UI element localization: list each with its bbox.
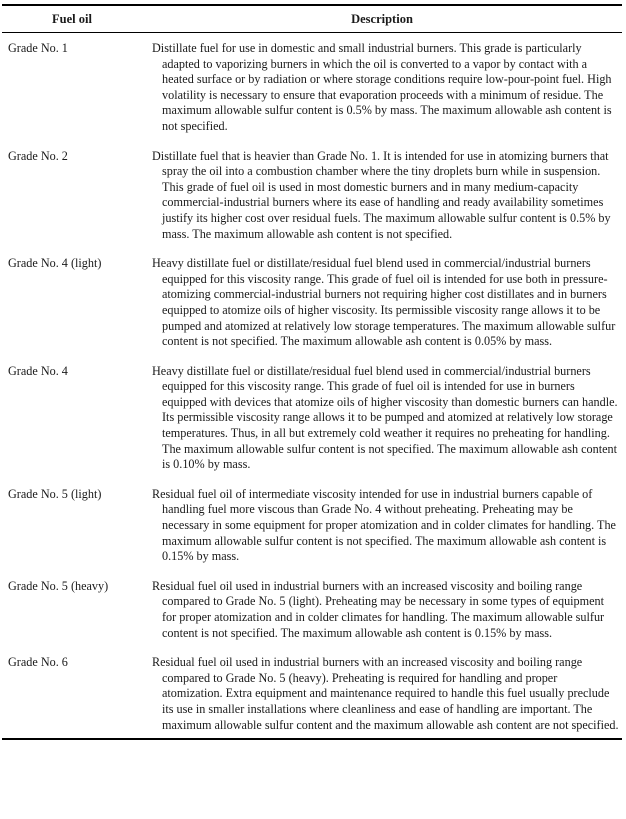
fuel-description: Residual fuel oil of intermediate viscosity intended for use in industrial burners capable of handling fuel more viscous than Grade No. 4 without preheating. Preheating may be necessary in some equipment for proper atomization and in colder climates for handling. The maximum allowable sulfur content is not specified. The maximum allowable ash content is 0.15% by mass. <box>152 486 616 564</box>
fuel-description: Distillate fuel that is heavier than Grade No. 1. It is intended for use in atomizing burners that spray the oil into a combustion chamber where the tiny droplets burn while in suspension. This grade of fuel oil is used in most domestic burners and in many medium-capacity commercial-industrial burners where its ease of handling and ready availability sometimes justify its higher cost over residual fuels. The maximum allowable sulfur content is 0.5% by mass. The maximum allowable ash content is not specified. <box>152 148 611 241</box>
fuel-oil-table <box>2 4 622 740</box>
table-row <box>2 149 622 243</box>
fuel-grade: Grade No. 6 <box>8 655 68 670</box>
fuel-description: Distillate fuel for use in domestic and small industrial burners. This grade is particularly adapted to vaporizing burners in which the oil is converted to a vapor by contact with a heated surface or by radiation or where storage conditions require low-pour-point fuel. High volatility is necessary to ensure that evaporation proceeds with a minimum of residue. The maximum allowable sulfur content is 0.5% by mass. The maximum allowable ash content is not specified. <box>152 41 612 133</box>
table-row <box>2 579 622 641</box>
fuel-grade: Grade No. 5 (light) <box>8 486 102 501</box>
fuel-grade: Grade No. 2 <box>8 148 68 163</box>
table-header <box>2 6 622 33</box>
fuel-description: Heavy distillate fuel or distillate/residual fuel blend used in commercial/industrial burners equipped for this viscosity range. This grade of fuel oil is intended for use both in pressure-atomizing commercial-industrial burners not requiring higher cost distillates and in burners equipped to atomize oils of higher viscosity. Its permissible viscosity range allows it to be pumped and atomized at relatively low storage temperatures. The maximum allowable sulfur content is not specified. The maximum allowable ash content is 0.05% by mass. <box>152 256 616 349</box>
fuel-grade: Grade No. 4 <box>8 363 68 378</box>
header-fuel-oil: Fuel oil <box>52 11 92 26</box>
header-description: Description <box>351 11 413 26</box>
fuel-grade: Grade No. 1 <box>8 41 68 55</box>
table-row <box>2 41 622 135</box>
table-row <box>2 487 622 565</box>
table-row <box>2 256 622 350</box>
fuel-description: Residual fuel oil used in industrial burners with an increased viscosity and boiling range compared to Grade No. 5 (light). Preheating may be necessary in some types of equipment for proper atomization and in colder climates for handling. The maximum allowable sulfur content is not specified. The maximum allowable ash content is 0.15% by mass. <box>152 578 605 640</box>
bottom-rule <box>2 738 622 740</box>
table-row <box>2 364 622 473</box>
fuel-grade: Grade No. 5 (heavy) <box>8 578 109 593</box>
fuel-description: Heavy distillate fuel or distillate/residual fuel blend used in commercial/industrial burners equipped for this viscosity range. This grade of fuel oil is intended for use in burners equipped with devices that atomize oils of higher viscosity than domestic burners can handle. Its permissible viscosity range allows it to be pumped and atomized at relatively low storage temperatures. Thus, in all but extremely cold weather it requires no preheating for handling. The maximum allowable sulfur content is not specified. The maximum allowable ash content is 0.10% by mass. <box>152 363 618 472</box>
fuel-grade: Grade No. 4 (light) <box>8 256 102 271</box>
table-row <box>2 655 622 733</box>
fuel-description: Residual fuel oil used in industrial burners with an increased viscosity and boiling range compared to Grade No. 5 (heavy). Preheating is required for handling and proper atomization. Extra equipment and maintenance required to handle this fuel usually preclude its use in smaller installations where cleanliness and ease of handling are important. The maximum allowable sulfur content and the maximum allowable ash content are not specified. <box>152 655 619 732</box>
